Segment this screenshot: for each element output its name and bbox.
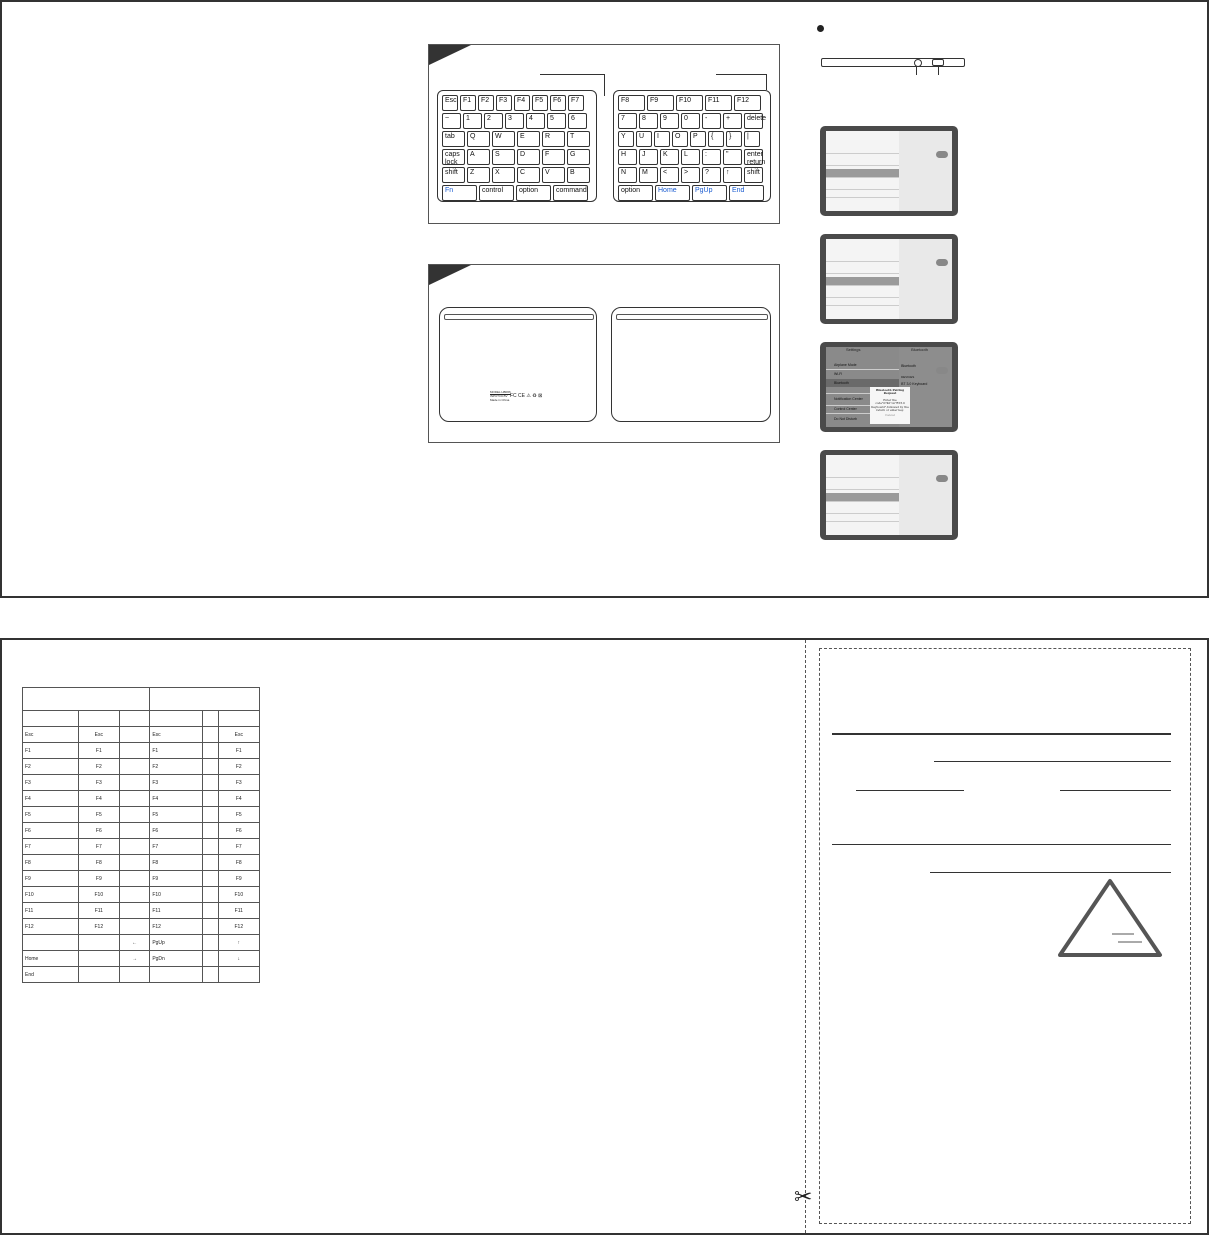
table-cell: F12	[78, 919, 119, 935]
settings-row	[826, 273, 899, 274]
left-key: F6	[550, 95, 566, 111]
right-key: <	[660, 167, 679, 183]
table-cell: F1	[150, 743, 203, 759]
table-cell	[203, 903, 218, 919]
table-row	[23, 759, 260, 775]
figure-tab-marker	[429, 45, 471, 65]
table-cell	[203, 967, 218, 983]
right-key: -	[702, 113, 721, 129]
usb-port	[932, 59, 944, 66]
selected-row-bluetooth	[826, 493, 899, 501]
table-cell: Home	[23, 951, 79, 967]
settings-row	[826, 285, 899, 286]
table-cell: F5	[150, 807, 203, 823]
callout-line	[938, 67, 939, 75]
table-cell: F11	[78, 903, 119, 919]
left-key: command	[553, 185, 588, 201]
table-cell	[119, 887, 149, 903]
left-key: ~	[442, 113, 461, 129]
table-cell: End	[23, 967, 79, 983]
left-key: Z	[467, 167, 490, 183]
left-key: 6	[568, 113, 587, 129]
table-cell: F3	[218, 775, 259, 791]
right-key: F11	[705, 95, 732, 111]
table-cell: F7	[150, 839, 203, 855]
table-cell	[203, 887, 218, 903]
table-cell: F2	[78, 759, 119, 775]
left-key: V	[542, 167, 565, 183]
table-header-group	[150, 688, 260, 711]
left-key: 2	[484, 113, 503, 129]
ipad-display	[826, 347, 952, 427]
table-row	[23, 775, 260, 791]
table-header-cell	[119, 711, 149, 727]
bluetooth-toggle	[936, 475, 948, 482]
callout-line	[540, 74, 604, 75]
settings-row-label: Airplane Mode	[834, 363, 857, 367]
function-key-table	[22, 687, 260, 983]
table-cell	[203, 791, 218, 807]
table-cell: Esc	[150, 727, 203, 743]
input-text: INPUT:DC5V	[490, 394, 508, 398]
left-key: 5	[547, 113, 566, 129]
right-key: 8	[639, 113, 658, 129]
bluetooth-toggle	[936, 151, 948, 158]
table-cell	[203, 839, 218, 855]
table-cell: F10	[150, 887, 203, 903]
settings-row	[826, 521, 899, 522]
keyboard-bottom-figure	[428, 264, 780, 443]
settings-row	[826, 305, 899, 306]
table-cell: F5	[23, 807, 79, 823]
table-cell: F3	[78, 775, 119, 791]
table-cell: F3	[150, 775, 203, 791]
settings-list	[826, 239, 900, 319]
table-cell: F3	[23, 775, 79, 791]
right-key: H	[618, 149, 637, 165]
right-key: >	[681, 167, 700, 183]
screen-right-title: Bluetooth	[911, 347, 928, 352]
left-key: R	[542, 131, 565, 147]
table-cell: ↑	[218, 935, 259, 951]
right-key: F9	[647, 95, 674, 111]
bluetooth-pane	[899, 455, 952, 535]
right-key: ↑	[723, 167, 742, 183]
power-switch	[914, 59, 922, 67]
left-key: S	[492, 149, 515, 165]
right-key: U	[636, 131, 652, 147]
left-key: D	[517, 149, 540, 165]
divider-line	[832, 844, 1171, 845]
left-key: B	[567, 167, 590, 183]
ipad-display	[826, 131, 952, 211]
left-key: shift	[442, 167, 465, 183]
right-key: K	[660, 149, 679, 165]
left-key: 3	[505, 113, 524, 129]
left-key: Q	[467, 131, 490, 147]
ipad-display	[826, 455, 952, 535]
left-key: X	[492, 167, 515, 183]
table-cell: F8	[218, 855, 259, 871]
table-cell	[203, 807, 218, 823]
right-key: End	[729, 185, 764, 201]
table-cell: F9	[218, 871, 259, 887]
bluetooth-toggle	[936, 259, 948, 266]
ipad-screenshot	[820, 234, 958, 324]
ipad-screenshot	[820, 342, 958, 432]
table-cell: F4	[23, 791, 79, 807]
ipad-display	[826, 239, 952, 319]
right-key: +	[723, 113, 742, 129]
right-key: 7	[618, 113, 637, 129]
form-field-line	[934, 761, 1171, 762]
right-key: L	[681, 149, 700, 165]
origin-text: Made in China	[490, 398, 510, 402]
table-cell	[119, 823, 149, 839]
left-key: F3	[496, 95, 512, 111]
table-cell	[119, 727, 149, 743]
table-cell	[119, 967, 149, 983]
keyboard-side-view	[821, 58, 965, 67]
left-key: G	[567, 149, 590, 165]
dialog-cancel-button[interactable]: Cancel	[885, 413, 895, 418]
device-name: BT 3.0 Keyboard	[901, 382, 928, 386]
table-row	[23, 855, 260, 871]
table-row	[23, 743, 260, 759]
table-cell: F12	[150, 919, 203, 935]
table-cell: F11	[23, 903, 79, 919]
table-cell: F7	[23, 839, 79, 855]
callout-line	[766, 74, 767, 90]
right-key: I	[654, 131, 670, 147]
form-field-line	[1060, 790, 1171, 791]
right-key: }	[726, 131, 742, 147]
settings-row	[826, 261, 899, 262]
settings-row	[826, 297, 899, 298]
cut-line	[805, 640, 806, 1233]
table-cell	[203, 759, 218, 775]
hinge-strip	[616, 314, 768, 320]
table-cell	[203, 743, 218, 759]
table-cell	[203, 775, 218, 791]
table-row	[23, 791, 260, 807]
right-key: option	[618, 185, 653, 201]
table-cell: F12	[218, 919, 259, 935]
table-header-cell	[78, 711, 119, 727]
table-cell: F4	[150, 791, 203, 807]
right-key: Home	[655, 185, 690, 201]
hinge-strip	[444, 314, 594, 320]
right-key: |	[744, 131, 760, 147]
left-key: E	[517, 131, 540, 147]
table-cell: F8	[150, 855, 203, 871]
table-cell: →	[119, 951, 149, 967]
dialog-text: Enter the code"0740"on"BT3.0 Keyboard",followed by the return or enter key.	[871, 397, 909, 413]
cert-marks: FC CE ⚠ ♻ ⊠	[510, 393, 543, 399]
settings-row-label: Do Not Disturb	[834, 417, 857, 421]
table-row	[23, 727, 260, 743]
left-key: F1	[460, 95, 476, 111]
product-label	[490, 390, 550, 402]
left-key: F4	[514, 95, 530, 111]
table-cell: F8	[23, 855, 79, 871]
table-cell: F6	[150, 823, 203, 839]
table-cell	[119, 871, 149, 887]
right-key: {	[708, 131, 724, 147]
table-cell: F6	[78, 823, 119, 839]
table-cell	[203, 919, 218, 935]
right-key: F12	[734, 95, 761, 111]
ipad-screenshot	[820, 450, 958, 540]
right-key: PgUp	[692, 185, 727, 201]
table-cell: PgDn	[150, 951, 203, 967]
table-cell	[119, 775, 149, 791]
settings-row	[826, 189, 899, 190]
pairing-dialog	[870, 387, 910, 424]
table-cell: Esc	[78, 727, 119, 743]
form-field-line	[856, 790, 964, 791]
table-cell: F10	[78, 887, 119, 903]
settings-row	[826, 369, 899, 370]
table-row	[23, 919, 260, 935]
keyboard-left-half	[437, 90, 597, 202]
table-cell: F4	[78, 791, 119, 807]
settings-row	[826, 477, 899, 478]
right-key: F8	[618, 95, 645, 111]
keyboard-right-half	[613, 90, 771, 202]
bullet-dot	[817, 25, 824, 32]
table-cell: F9	[23, 871, 79, 887]
table-header-cell	[23, 711, 79, 727]
table-cell	[78, 967, 119, 983]
left-key: F	[542, 149, 565, 165]
table-cell: F11	[218, 903, 259, 919]
table-cell	[203, 823, 218, 839]
warning-triangle-icon	[1056, 877, 1164, 959]
right-key: "	[723, 149, 742, 165]
model-text: MODEL:HB066	[490, 390, 511, 394]
bluetooth-label: Bluetooth	[901, 364, 916, 368]
table-cell: F2	[23, 759, 79, 775]
right-key: :	[702, 149, 721, 165]
left-key: T	[567, 131, 590, 147]
form-field-line	[930, 872, 1171, 873]
table-cell	[119, 919, 149, 935]
table-cell	[119, 855, 149, 871]
right-key: shift	[744, 167, 763, 183]
dialog-title: Bluetooth Pairing Request	[876, 388, 904, 396]
settings-row	[826, 177, 899, 178]
table-cell: F1	[218, 743, 259, 759]
table-cell: ←	[119, 935, 149, 951]
callout-line	[716, 74, 766, 75]
table-cell: F9	[150, 871, 203, 887]
table-cell: F10	[218, 887, 259, 903]
table-cell	[119, 743, 149, 759]
table-cell: F7	[78, 839, 119, 855]
screen-title: Settings	[846, 347, 861, 352]
table-row	[23, 951, 260, 967]
table-row	[23, 903, 260, 919]
settings-row	[826, 513, 899, 514]
left-key: F7	[568, 95, 584, 111]
table-header-cell	[218, 711, 259, 727]
table-cell	[203, 935, 218, 951]
table-cell: F5	[78, 807, 119, 823]
settings-row-label: Bluetooth	[834, 381, 849, 385]
table-cell: F12	[23, 919, 79, 935]
table-cell: F1	[23, 743, 79, 759]
settings-row	[826, 165, 899, 166]
keyboard-bottom-right	[611, 307, 771, 422]
settings-list	[826, 131, 900, 211]
table-cell	[119, 903, 149, 919]
table-cell	[203, 871, 218, 887]
table-header-cell	[150, 711, 203, 727]
table-cell: F2	[218, 759, 259, 775]
right-key: 0	[681, 113, 700, 129]
table-cell	[150, 967, 203, 983]
left-key: control	[479, 185, 514, 201]
table-cell: F7	[218, 839, 259, 855]
table-cell: F5	[218, 807, 259, 823]
table-row	[23, 807, 260, 823]
table-row	[23, 823, 260, 839]
settings-row-label: Notification Center	[834, 397, 863, 401]
table-cell	[203, 855, 218, 871]
table-cell	[119, 759, 149, 775]
table-cell: F8	[78, 855, 119, 871]
left-key: 1	[463, 113, 482, 129]
left-key: Fn	[442, 185, 477, 201]
table-cell: F10	[23, 887, 79, 903]
left-key: C	[517, 167, 540, 183]
table-cell	[218, 967, 259, 983]
table-cell: F4	[218, 791, 259, 807]
left-key: A	[467, 149, 490, 165]
warranty-card	[819, 648, 1191, 1224]
table-header-group	[23, 688, 150, 711]
table-row	[23, 887, 260, 903]
left-key: W	[492, 131, 515, 147]
callout-line	[916, 67, 917, 75]
table-cell: ↓	[218, 951, 259, 967]
left-key: Esc	[442, 95, 458, 111]
settings-row	[826, 489, 899, 490]
table-cell: F6	[23, 823, 79, 839]
bluetooth-pane	[899, 131, 952, 211]
table-row	[23, 935, 260, 951]
right-key: ?	[702, 167, 721, 183]
left-key: caps lock	[442, 149, 465, 165]
left-key: tab	[442, 131, 465, 147]
right-key: J	[639, 149, 658, 165]
table-header-cell	[203, 711, 218, 727]
table-cell	[119, 839, 149, 855]
table-cell: F6	[218, 823, 259, 839]
selected-row-bluetooth	[826, 277, 899, 285]
table-cell	[203, 727, 218, 743]
keyboard-bottom-left	[439, 307, 597, 422]
right-key: O	[672, 131, 688, 147]
table-cell: F2	[150, 759, 203, 775]
table-row	[23, 967, 260, 983]
right-key: delete	[744, 113, 763, 129]
table-cell	[78, 951, 119, 967]
right-key: enter return	[744, 149, 763, 165]
table-cell: PgUp	[150, 935, 203, 951]
callout-line	[604, 74, 605, 96]
devices-label: DEVICES	[901, 375, 915, 379]
table-cell	[203, 951, 218, 967]
table-cell: F1	[78, 743, 119, 759]
table-cell	[78, 935, 119, 951]
right-key: P	[690, 131, 706, 147]
table-row	[23, 839, 260, 855]
table-cell: F11	[150, 903, 203, 919]
table-row	[23, 871, 260, 887]
right-key: M	[639, 167, 658, 183]
right-key: 9	[660, 113, 679, 129]
settings-row	[826, 501, 899, 502]
left-key: F2	[478, 95, 494, 111]
divider-line	[832, 733, 1171, 735]
settings-row	[826, 153, 899, 154]
bluetooth-pane	[899, 239, 952, 319]
left-key: option	[516, 185, 551, 201]
left-key: F5	[532, 95, 548, 111]
settings-list	[826, 455, 900, 535]
settings-row-label: Wi-Fi	[834, 372, 843, 376]
table-cell	[23, 935, 79, 951]
ipad-screenshot	[820, 126, 958, 216]
left-key: 4	[526, 113, 545, 129]
figure-tab-marker	[429, 265, 471, 285]
table-cell: F9	[78, 871, 119, 887]
table-cell: Esc	[23, 727, 79, 743]
table-cell	[119, 807, 149, 823]
right-key: Y	[618, 131, 634, 147]
bluetooth-toggle	[936, 367, 948, 374]
settings-row	[826, 197, 899, 198]
scissors-icon: ✂	[794, 1184, 813, 1209]
table-cell	[119, 791, 149, 807]
selected-row-bluetooth	[826, 169, 899, 177]
settings-row-label: Control Center	[834, 407, 857, 411]
table-cell: Esc	[218, 727, 259, 743]
right-key: F10	[676, 95, 703, 111]
right-key: N	[618, 167, 637, 183]
keyboard-top-figure	[428, 44, 780, 224]
